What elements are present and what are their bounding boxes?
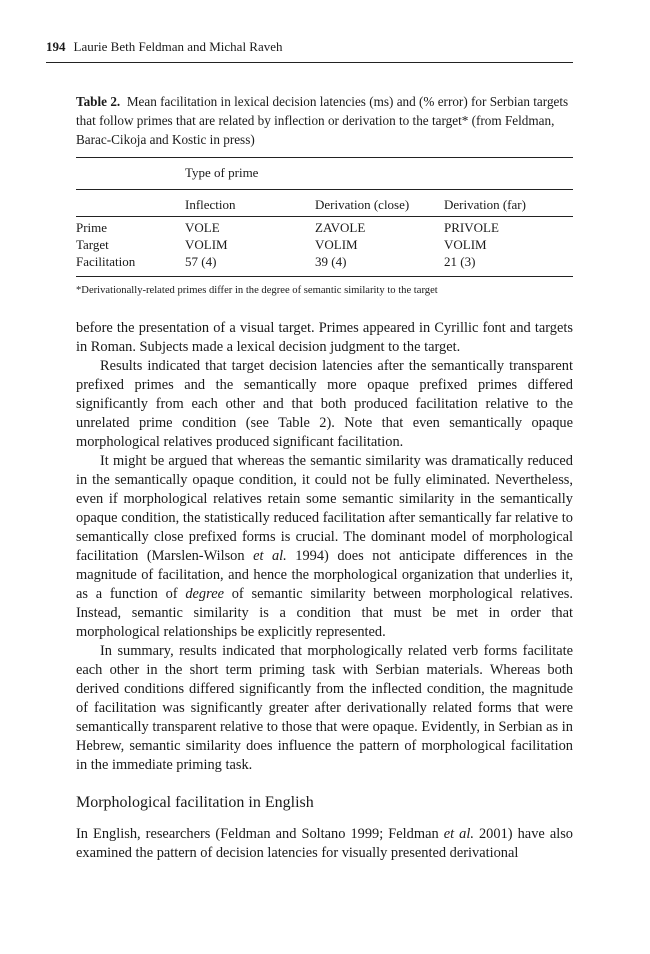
italic-text: et al.	[443, 826, 474, 842]
paragraph: Results indicated that target decision latencies after the semantically transparent prefixed primes and the semantically more opaque prefixed primes differed significantly from each other and that both produced facilitation relative to the unrelated prime condition (see Table 2). Note that even semantically opaque morphological relatives produced significant facilitation.	[76, 358, 573, 450]
text-run: In English, researchers (Feldman and Soltano 1999; Feldman	[76, 826, 444, 842]
text-run: It might be argued that whereas the semantic similarity was dramatically reduced in the semantically opaque condition, it could not be fully eliminated. Nevertheless, even if morphological relatives retain some semantic similarity in the semantically opaque condition, the statistically reduced facilitation after semantically far relative to semantically close prefixed forms is crucial. The dominant model of morphological facilitation (Marslen-Wilson	[76, 453, 573, 564]
running-head-authors: Laurie Beth Feldman and Michal Raveh	[73, 39, 283, 54]
table-row	[76, 236, 573, 253]
paragraph	[76, 452, 573, 642]
table-cell: VOLIM	[315, 237, 358, 252]
italic-text: degree	[185, 586, 224, 602]
table-row	[76, 253, 573, 277]
table-spanner-row	[76, 158, 573, 190]
page-number: 194	[46, 39, 66, 54]
paragraph	[76, 825, 573, 863]
column-header: Inflection	[185, 190, 315, 217]
table-spanner: Type of prime	[185, 165, 259, 180]
data-table	[76, 157, 573, 277]
table-2	[76, 92, 573, 298]
table-row	[76, 217, 573, 237]
paragraph: In summary, results indicated that morphologically related verb forms facilitate each other in the short term priming task with Serbian materials. Whereas both derived conditions differed significantly from the inflected condition, the magnitude of facilitation was significantly greater after derivationally related forms that were semantically transparent relative to those that were opaque. Evidently, in Serbian as in Hebrew, semantic similarity does influence the pattern of morphological facilitation in the immediate priming task.	[76, 643, 573, 773]
table-cell: 39 (4)	[315, 254, 347, 269]
italic-text: et al.	[253, 548, 287, 564]
paragraph: before the presentation of a visual target. Primes appeared in Cyrillic font and targets in Roman. Subjects made a lexical decision judgment to the target.	[76, 320, 573, 355]
text-run: 1994) does not anticipate differences in the magnitude of facilitation, and hence the morphological organization that underlies it, as a function of	[76, 548, 573, 602]
row-label: Prime	[76, 220, 108, 235]
table-cell: VOLIM	[444, 237, 487, 252]
row-label: Facilitation	[76, 254, 136, 269]
running-header	[46, 38, 573, 63]
table-cell: ZAVOLE	[315, 220, 366, 235]
section-heading: Morphological facilitation in English	[76, 794, 314, 811]
table-cell: VOLE	[185, 220, 220, 235]
table-caption	[76, 92, 573, 149]
table-caption-label: Table 2.	[76, 94, 121, 109]
body-text	[76, 319, 573, 863]
text-run: 2001) have also examined the pattern of decision latencies for visually presented derivational	[76, 826, 574, 861]
row-label: Target	[76, 237, 109, 252]
table-cell: 57 (4)	[185, 254, 217, 269]
table-cell: VOLIM	[185, 237, 228, 252]
table-caption-text: Mean facilitation in lexical decision latencies (ms) and (% error) for Serbian targets that follow primes that are related by inflection or derivation to the target* (from Feldman, Barac-Cikoja and Kostic in press)	[76, 94, 569, 147]
column-header: Derivation (far)	[444, 190, 573, 217]
table-header-row	[76, 190, 573, 217]
table-cell: 21 (3)	[444, 254, 476, 269]
table-cell: PRIVOLE	[444, 220, 499, 235]
column-header: Derivation (close)	[315, 190, 444, 217]
table-footnote: *Derivationally-related primes differ in the degree of semantic similarity to the target	[76, 285, 438, 296]
text-run: of semantic similarity between morphological relatives. Instead, semantic similarity is a condition that must be met in order that morphological relationships be explicitly represented.	[76, 586, 573, 640]
